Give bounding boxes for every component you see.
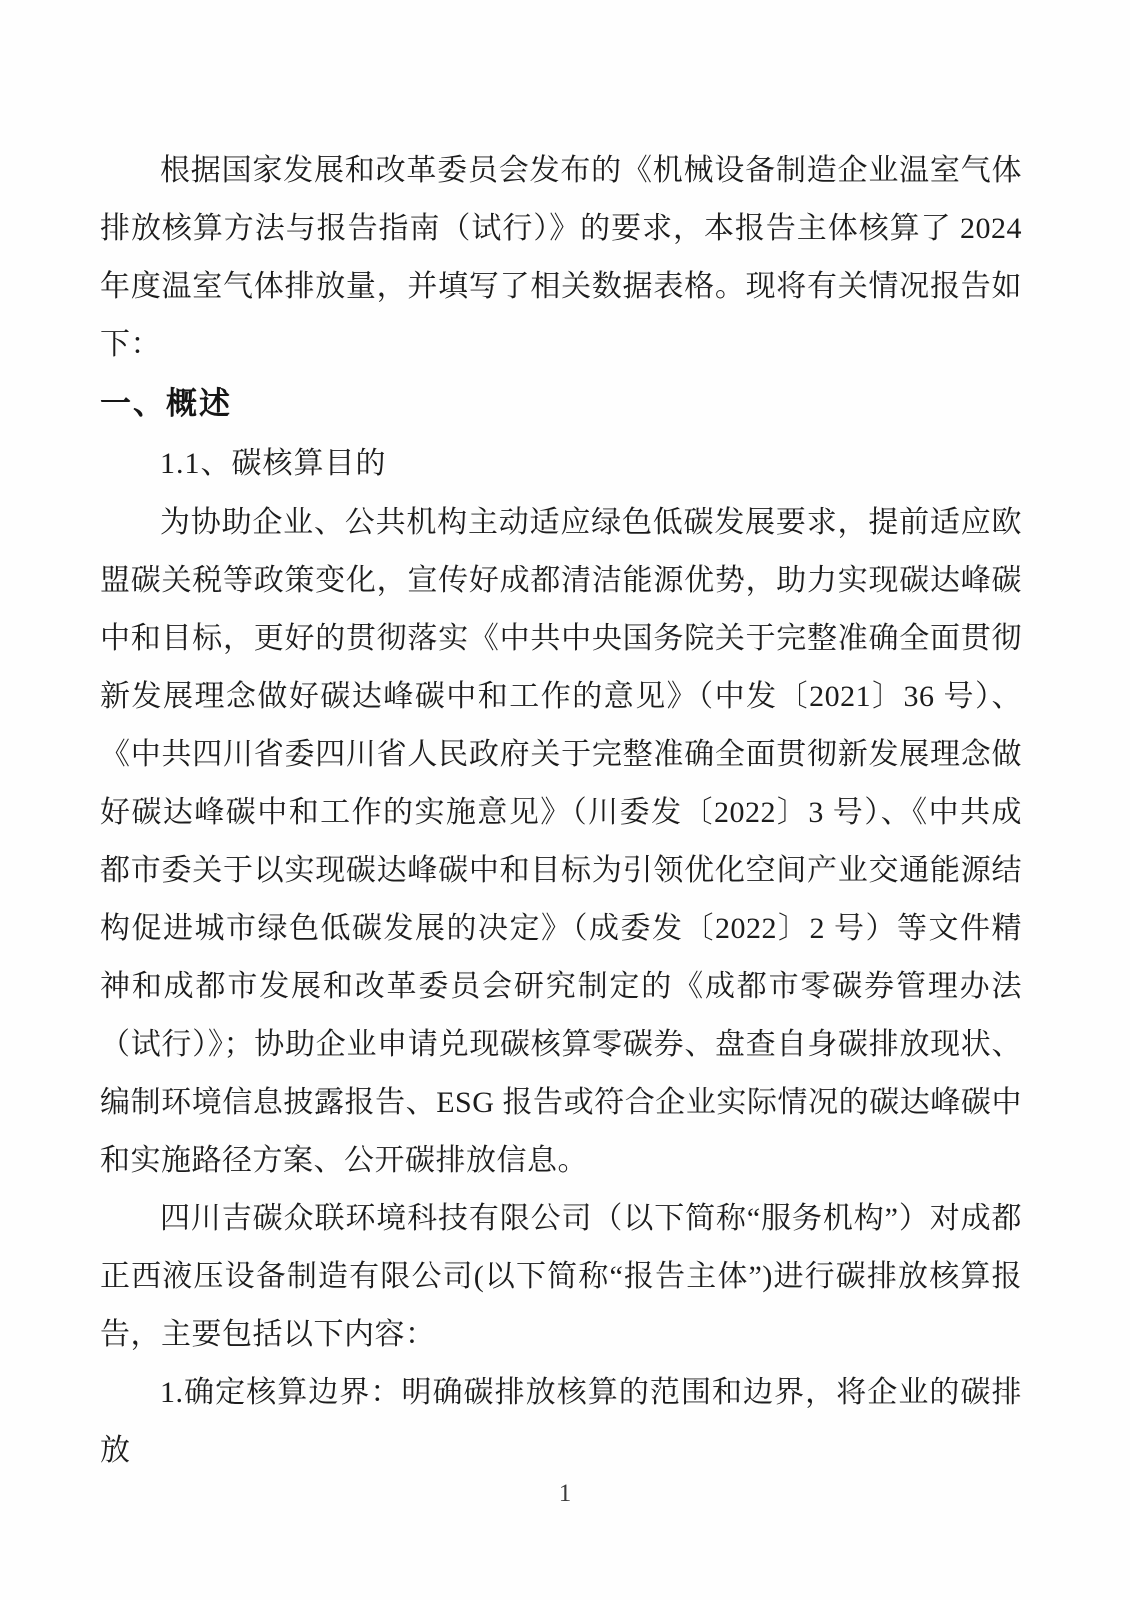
paragraph: 四川吉碳众联环境科技有限公司（以下简称“服务机构”）对成都正西液压设备制造有限公司(以下简称“报告主体”)进行碳排放核算报告，主要包括以下内容： [100,1202,1022,1351]
subsection-heading: 1.1、碳核算目的 [160,447,387,480]
paragraph: 1.确定核算边界：明确碳排放核算的范围和边界，将企业的碳排放 [100,1376,1022,1467]
page-number: 1 [558,1480,572,1507]
document-body [100,142,1022,1480]
paragraph: 为协助企业、公共机构主动适应绿色低碳发展要求，提前适应欧盟碳关税等政策变化，宣传好成都清洁能源优势，助力实现碳达峰碳中和目标，更好的贯彻落实《中共中央国务院关于完整准确全面贯彻新发展理念做好碳达峰碳中和工作的意见》（中发〔2021〕36 号）、《中共四川省委四川省人民政府关于完整准确全面贯彻新发展理念做好碳达峰碳中和工作的实施意见》（川委发〔2022〕3 号）、《中共成都市委关于以实现碳达峰碳中和目标为引领优化空间产业交通能源结构促进城市绿色低碳发展的决定》（成委发〔2022〕2 号）等文件精神和成都市发展和改革委员会研究制定的《成都市零碳券管理办法（试行）》；协助企业申请兑现碳核算零碳券、盘查自身碳排放现状、编制环境信息披露报告、ESG 报告或符合企业实际情况的碳达峰碳中和实施路径方案、公开碳排放信息。 [100,506,1022,1177]
section-heading: 一、概述 [100,386,232,421]
paragraph: 根据国家发展和改革委员会发布的《机械设备制造企业温室气体排放核算方法与报告指南（试行）》的要求，本报告主体核算了 2024 年度温室气体排放量，并填写了相关数据表格。现将有关情况报告如下： [100,154,1022,361]
